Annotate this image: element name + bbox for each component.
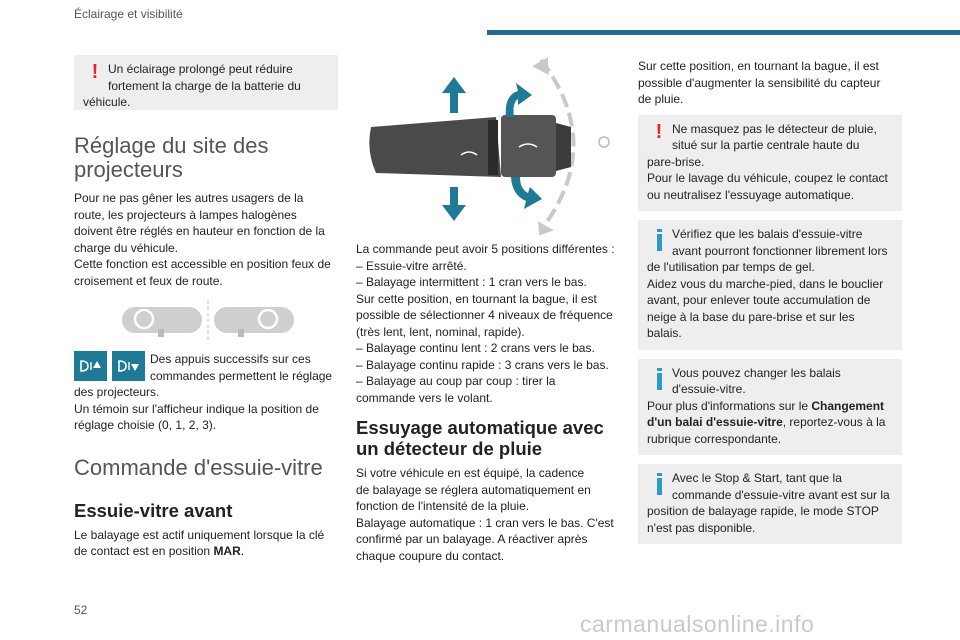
info-icon xyxy=(648,228,670,250)
text-line: Un témoin sur l'afficheur indique la position de xyxy=(74,401,319,416)
note-line: situé sur la partie centrale haute du xyxy=(672,138,860,152)
column-left xyxy=(74,55,338,560)
auto-wiping-paragraph xyxy=(356,465,622,564)
text-line xyxy=(74,543,338,560)
text-line: commande vers le volant. xyxy=(356,390,493,405)
text-line: de pluie. xyxy=(638,92,684,106)
key-position-bold: MAR xyxy=(213,544,241,558)
note-line: Ne masquez pas le détecteur de pluie, xyxy=(672,121,877,136)
info-note-stop-start xyxy=(638,464,902,544)
text-line: possible de sélectionner 4 niveaux de fréquence xyxy=(356,308,613,322)
section-title-headlamp-adjust: Réglage du site des projecteurs xyxy=(74,133,269,182)
note-line: neige à la base du pare-brise et sur les xyxy=(647,309,855,324)
text-line: – Balayage continu rapide : 3 crans vers le bas. xyxy=(356,357,609,372)
text-line: Le balayage est actif uniquement lorsque la clé xyxy=(74,527,325,542)
text-line: – Balayage intermittent : 1 cran vers le bas. xyxy=(356,275,587,289)
note-line: commande d'essuie-vitre avant est sur la xyxy=(672,487,890,502)
column-right xyxy=(638,58,902,544)
headlamp-buttons-row xyxy=(74,351,338,384)
headlamp-paragraph xyxy=(74,190,338,289)
front-wiper-paragraph xyxy=(74,527,338,560)
positions-list xyxy=(356,241,622,406)
info-note-blade-change xyxy=(638,359,902,456)
text-line: réglage choisie (0, 1, 2, 3). xyxy=(74,418,217,432)
warning-icon: ! xyxy=(91,61,99,83)
text-span: Pour plus d'informations sur le xyxy=(647,398,812,413)
text-line: de balayage se réglera automatiquement en xyxy=(356,482,591,497)
note-line: Aidez vous du marche-pied, dans le bouclier xyxy=(647,276,884,291)
cross-reference-bold: Changement xyxy=(811,398,885,413)
note-line: Avec le Stop & Start, tant que la xyxy=(672,471,842,485)
column-middle xyxy=(356,55,622,564)
info-note-frost xyxy=(638,220,902,350)
text-line: doivent être réglés en hauteur en fonction de la xyxy=(74,224,325,238)
running-header: Éclairage et visibilité xyxy=(74,7,183,21)
note-line xyxy=(647,414,893,431)
text-line: commandes permettent le réglage xyxy=(150,368,333,383)
note-line xyxy=(647,398,893,415)
note-line: d'essuie-vitre. xyxy=(672,382,746,396)
warning-note-rain-sensor xyxy=(638,115,902,212)
text-line: Sur cette position, en tournant la bague, il est xyxy=(356,291,597,306)
note-line: avant, pour enlever toute accumulation de xyxy=(647,293,871,307)
cross-reference-bold: d'un balai d'essuie-vitre xyxy=(647,415,783,429)
note-line: Pour le lavage du véhicule, coupez le contact xyxy=(647,171,888,185)
note-line: Vérifiez que les balais d'essuie-vitre xyxy=(672,227,863,241)
text-line: possible d'augmenter la sensibilité du capteur xyxy=(638,75,881,90)
text-line: croisement et feux de route. xyxy=(74,273,223,288)
subsection-title-front-wiper: Essuie-vitre avant xyxy=(74,499,233,521)
text-line: (très lent, lent, nominal, rapide). xyxy=(356,324,525,339)
text-line: – Balayage continu lent : 2 crans vers le bas. xyxy=(356,341,595,355)
note-line: n'est pas disponible. xyxy=(647,520,756,535)
text-line: fonction de l'intensité de la pluie. xyxy=(356,499,530,513)
section-title-wiper-control: Commande d'essuie-vitre xyxy=(74,454,323,480)
text-line: chaque coupure du contact. xyxy=(356,548,505,563)
text-line: charge du véhicule. xyxy=(74,240,179,255)
text-span: . xyxy=(240,544,245,558)
headlamp-control-illustration xyxy=(122,301,312,343)
watermark: carmanualsonline.info xyxy=(580,611,815,637)
text-line: Balayage automatique : 1 cran vers le bas. C'est xyxy=(356,515,614,530)
info-icon xyxy=(648,472,670,494)
note-line: de l'utilisation par temps de gel. xyxy=(647,260,815,274)
header-accent-bar xyxy=(487,30,960,35)
note-line: balais. xyxy=(647,326,682,340)
subsection-title-auto-wiping: Essuyage automatique avec un détecteur de pluie xyxy=(356,417,604,459)
text-line: route, les projecteurs à lampes halogènes xyxy=(74,207,297,222)
warning-note-battery xyxy=(74,55,338,110)
headlamp-up-button-icon xyxy=(112,351,145,381)
text-line: Pour ne pas gêner les autres usagers de la xyxy=(74,191,304,205)
text-line: Cette fonction est accessible en position feux de xyxy=(74,257,331,271)
text-line: La commande peut avoir 5 positions différentes : xyxy=(356,242,615,256)
text-line: confirmé par un balayage. A réactiver après xyxy=(356,532,588,546)
text-line: – Essuie-vitre arrêté. xyxy=(356,258,467,273)
page-number: 52 xyxy=(74,603,88,617)
text-span: , reportez-vous à la xyxy=(782,415,886,429)
text-line: – Balayage au coup par coup : tirer la xyxy=(356,374,556,388)
info-icon xyxy=(648,367,670,389)
note-line: Un éclairage prolongé peut réduire xyxy=(108,62,293,76)
note-line: avant pourront fonctionner librement lors xyxy=(672,243,888,258)
text-line: Des appuis successifs sur ces xyxy=(150,352,311,366)
note-line: ou neutralisez l'essuyage automatique. xyxy=(647,187,855,202)
headlamp-down-button-icon xyxy=(74,351,107,381)
note-line: pare-brise. xyxy=(647,154,705,169)
text-line: Sur cette position, en tournant la bague, il est xyxy=(638,59,879,73)
wiper-stalk-illustration xyxy=(366,55,626,235)
note-line: position de balayage rapide, le mode STOP xyxy=(647,504,879,518)
note-line: rubrique correspondante. xyxy=(647,431,782,446)
note-line: Vous pouvez changer les balais xyxy=(672,365,841,380)
headlamp-buttons-paragraph xyxy=(74,384,338,434)
note-line: fortement la charge de la batterie du xyxy=(108,78,301,93)
warning-icon: ! xyxy=(655,120,663,143)
rain-sensor-intro xyxy=(638,58,902,108)
note-line: véhicule. xyxy=(83,95,131,109)
text-span: de contact est en position xyxy=(74,544,214,558)
text-line: Si votre véhicule en est équipé, la cadence xyxy=(356,466,585,480)
text-line: des projecteurs. xyxy=(74,385,160,399)
